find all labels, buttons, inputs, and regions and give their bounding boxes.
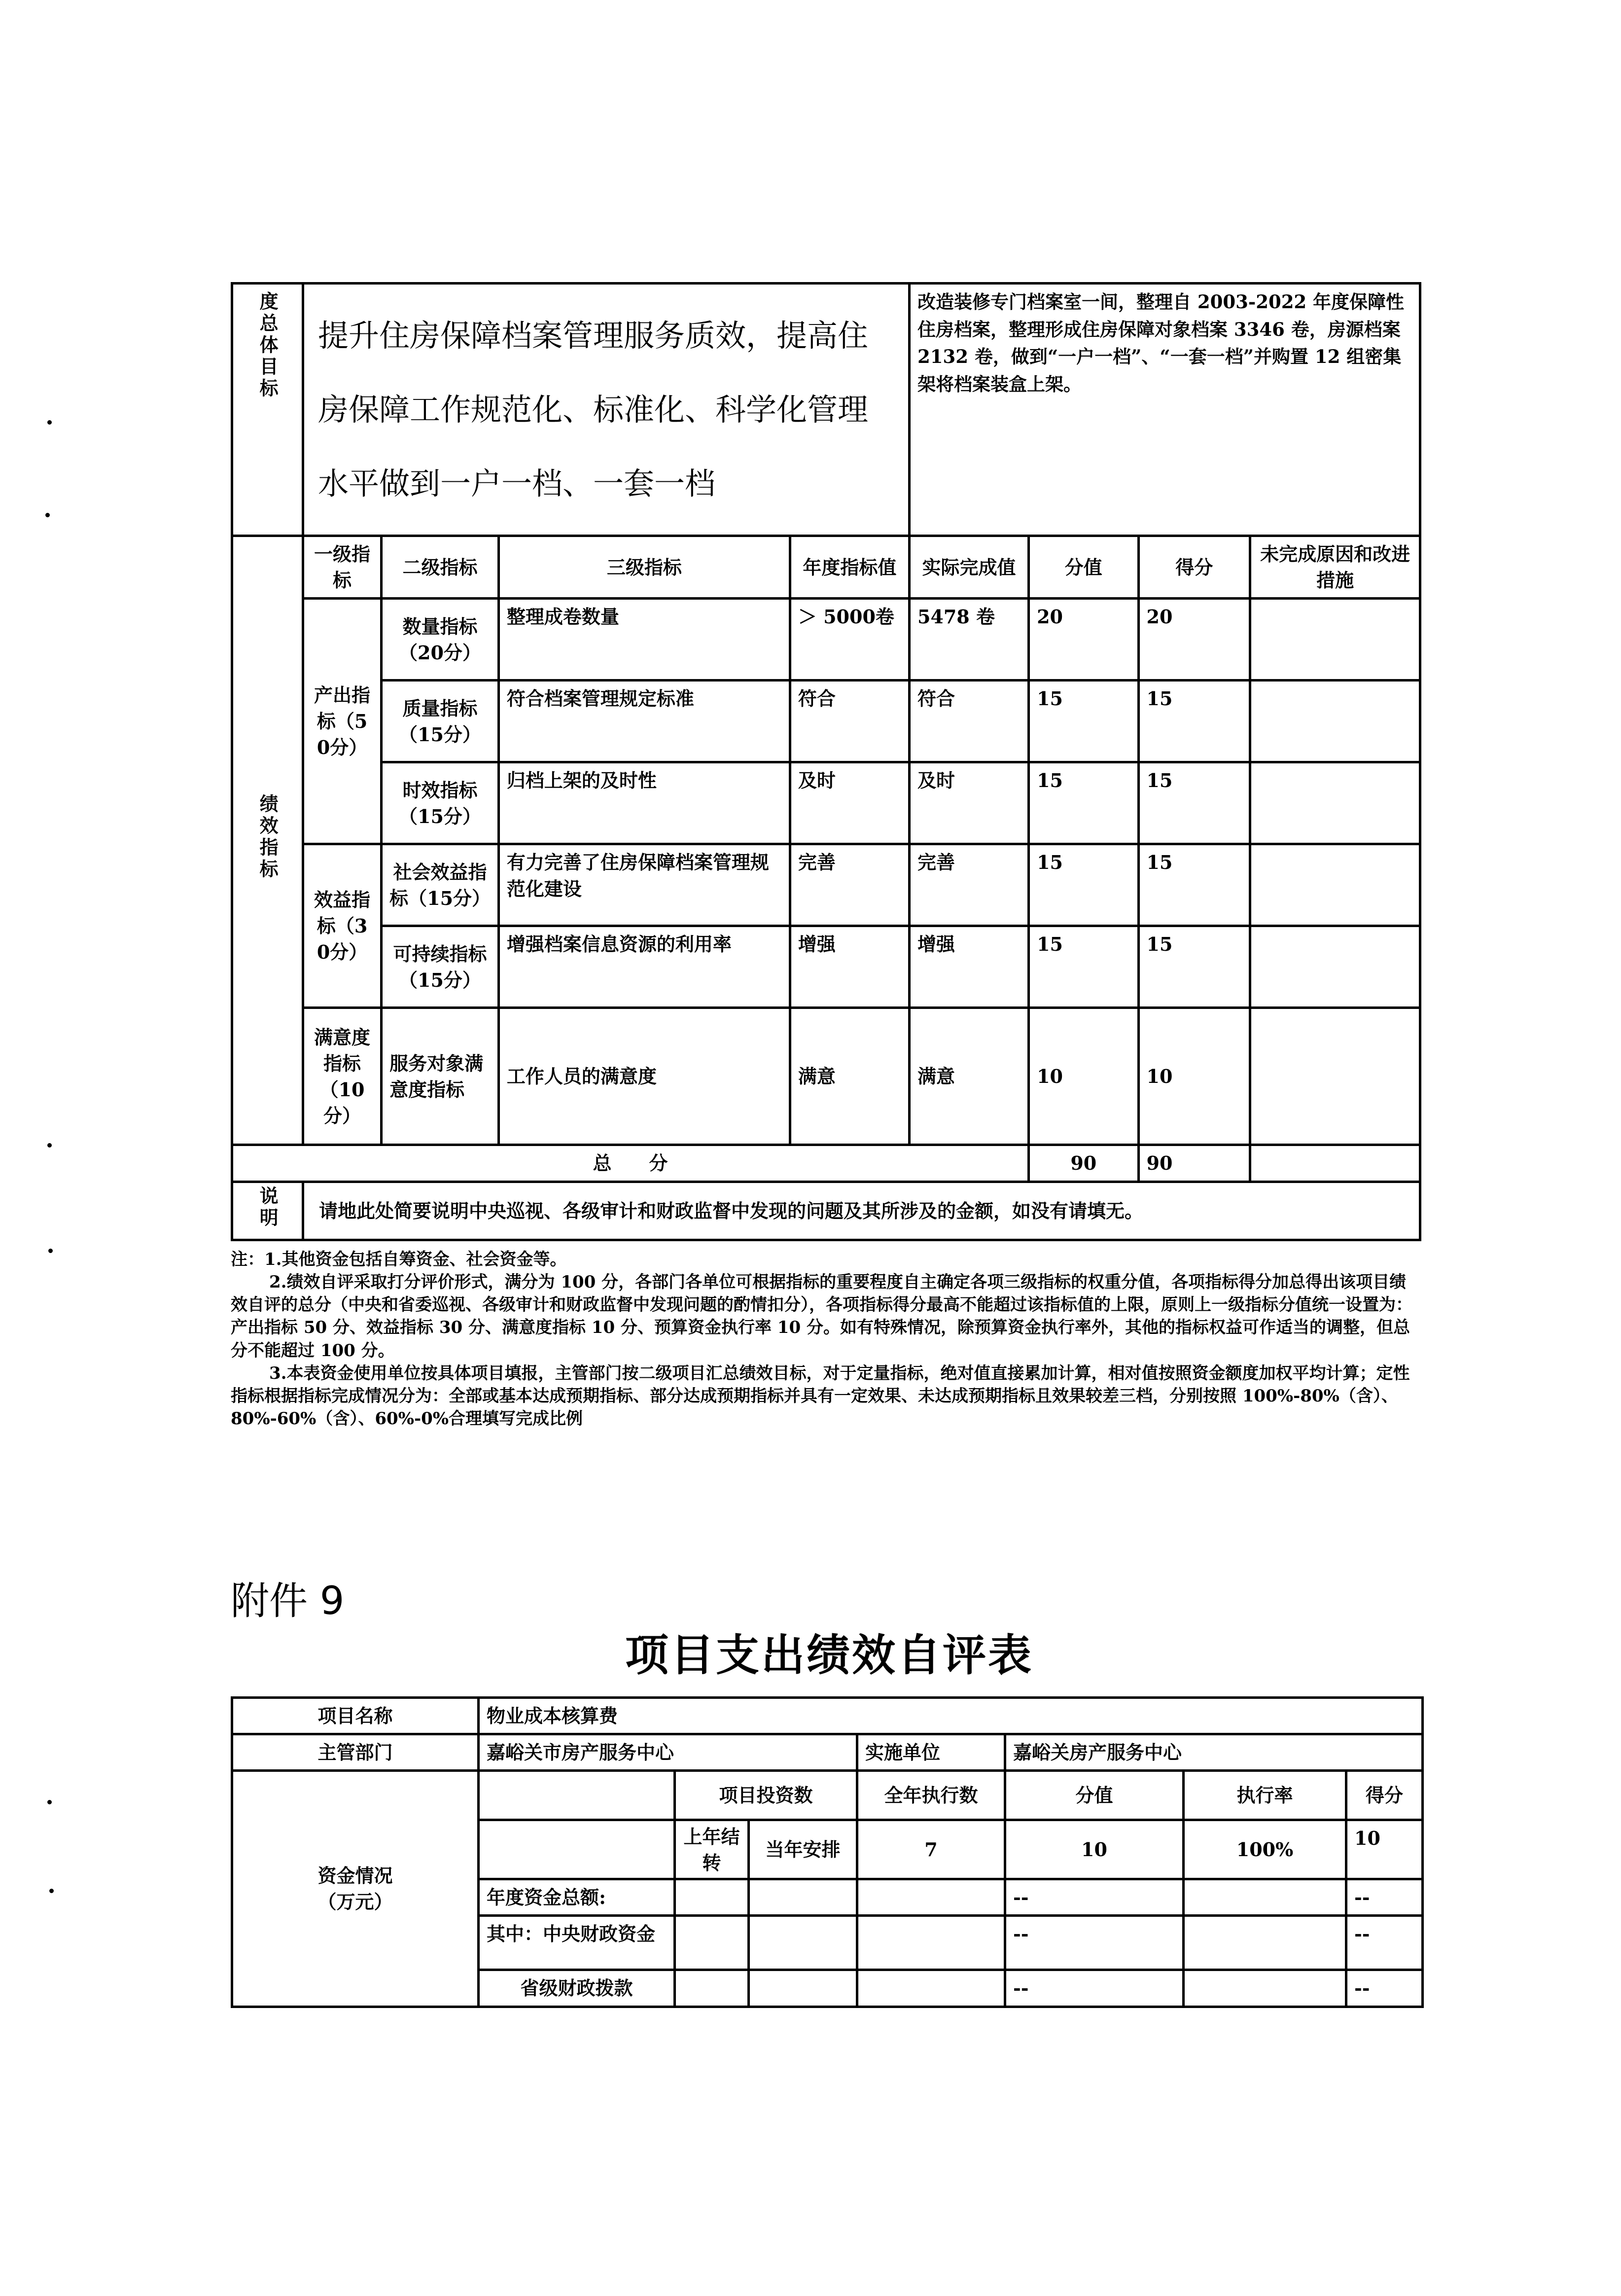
score: 15 <box>1138 844 1250 926</box>
document-page <box>231 0 1421 2008</box>
weight: 20 <box>1029 599 1138 681</box>
score: 15 <box>1138 926 1250 1008</box>
performance-table <box>231 282 1421 1241</box>
total-weight: 90 <box>1029 1145 1138 1182</box>
rate-value: 100% <box>1184 1820 1346 1879</box>
empty-cell <box>675 1970 749 2007</box>
header-level2: 二级指标 <box>382 536 499 599</box>
remark-row <box>232 1182 1420 1240</box>
reason <box>1250 926 1420 1008</box>
score: 20 <box>1138 599 1250 681</box>
reason <box>1250 844 1420 926</box>
actual: 满意 <box>909 1008 1028 1145</box>
table-row <box>232 926 1420 1008</box>
impl: 嘉峪关房产服务中心 <box>1005 1734 1423 1771</box>
table-row <box>232 681 1420 762</box>
fund-score: -- <box>1346 1879 1423 1916</box>
scan-mark <box>49 1889 54 1893</box>
weight-value: 10 <box>1005 1820 1184 1879</box>
blank-cell <box>479 1820 675 1879</box>
score-value: 10 <box>1346 1820 1423 1879</box>
expense-self-eval-table <box>231 1696 1424 2008</box>
project-name: 物业成本核算费 <box>479 1697 1423 1734</box>
target: 及时 <box>790 762 909 844</box>
funds-label: 资金情况（万元） <box>232 1771 479 2007</box>
fund-label: 年度资金总额: <box>479 1879 675 1916</box>
level1-output: 产出指标（50分） <box>303 599 381 844</box>
actual: 增强 <box>909 926 1028 1008</box>
target: 符合 <box>790 681 909 762</box>
target: 完善 <box>790 844 909 926</box>
target: 满意 <box>790 1008 909 1145</box>
total-reason <box>1250 1145 1420 1182</box>
reason <box>1250 681 1420 762</box>
empty-cell <box>749 1916 857 1970</box>
empty-cell <box>749 1879 857 1916</box>
level1-benefit: 效益指标（30分） <box>303 844 381 1008</box>
empty-cell <box>675 1916 749 1970</box>
scan-mark <box>45 513 50 517</box>
reason <box>1250 762 1420 844</box>
actual: 5478 卷 <box>909 599 1028 681</box>
header-score: 得分 <box>1138 536 1250 599</box>
header-level1: 一级指标 <box>303 536 381 599</box>
attachment-label: 附件 9 <box>231 1578 345 1623</box>
level2: 质量指标（15分） <box>382 681 499 762</box>
note-2: 2.绩效自评采取打分评价形式，满分为 100 分，各部门各单位可根据指标的重要程度自主确定各项三级指标的权重分值，各项指标得分加总得出该项目绩效自评的总分（中央和省委巡视、各级审计和财政监督中发现问题的酌情扣分），各项指标得分最高不能超过该指标值的上限，原则上一级指标分值统一设置为：产出指标 50 分、效益指标 30 分、满意度指标 10 分、预算资金执行率 10 分。如有特殊情况，除预算资金执行率外，其他的指标权益可作适当的调整，但总分不能超过 100 分。 <box>231 1272 1412 1361</box>
col-weight: 分值 <box>1005 1771 1184 1820</box>
weight: 15 <box>1029 762 1138 844</box>
col-invest: 项目投资数 <box>675 1771 857 1820</box>
score: 15 <box>1138 762 1250 844</box>
target: 增强 <box>790 926 909 1008</box>
remark-text: 请地此处简要说明中央巡视、各级审计和财政监督中发现的问题及其所涉及的金额，如没有请填无。 <box>303 1182 1420 1240</box>
fund-weight: -- <box>1005 1970 1184 2007</box>
form-title: 项目支出绩效自评表 <box>625 1630 1034 1681</box>
reason <box>1250 1008 1420 1145</box>
table-row <box>232 599 1420 681</box>
empty-cell <box>857 1879 1005 1916</box>
exec-value: 7 <box>857 1820 1005 1879</box>
blank-cell <box>479 1771 675 1820</box>
table-row <box>232 844 1420 926</box>
section-label-cell <box>232 536 303 1145</box>
level3: 工作人员的满意度 <box>498 1008 790 1145</box>
reason <box>1250 599 1420 681</box>
level3: 有力完善了住房保障档案管理规范化建设 <box>498 844 790 926</box>
dept-label: 主管部门 <box>232 1734 479 1771</box>
table-row <box>232 762 1420 844</box>
goal-label-cell <box>232 284 303 536</box>
fund-label: 其中：中央财政资金 <box>479 1916 675 1970</box>
weight: 15 <box>1029 681 1138 762</box>
col-score: 得分 <box>1346 1771 1423 1820</box>
remark-label-cell <box>232 1182 303 1240</box>
notes <box>231 1248 1421 1431</box>
fund-label: 省级财政拨款 <box>479 1970 675 2007</box>
fund-score: -- <box>1346 1970 1423 2007</box>
dept: 嘉峪关市房产服务中心 <box>479 1734 857 1771</box>
empty-cell <box>1184 1916 1346 1970</box>
col-rate: 执行率 <box>1184 1771 1346 1820</box>
weight: 15 <box>1029 844 1138 926</box>
fund-weight: -- <box>1005 1916 1184 1970</box>
fund-weight: -- <box>1005 1879 1184 1916</box>
header-actual: 实际完成值 <box>909 536 1028 599</box>
scan-mark <box>47 420 52 425</box>
goal-text: 提升住房保障档案管理服务质效，提高住房保障工作规范化、标准化、科学化管理水平做到一户一档、一套一档 <box>303 284 909 536</box>
level3: 归档上架的及时性 <box>498 762 790 844</box>
level2: 社会效益指标（15分） <box>382 844 499 926</box>
empty-cell <box>857 1916 1005 1970</box>
scan-mark <box>48 1249 53 1253</box>
level3: 整理成卷数量 <box>498 599 790 681</box>
actual: 完善 <box>909 844 1028 926</box>
goal-completion: 改造装修专门档案室一间，整理自 2003-2022 年度保障性住房档案，整理形成住房保障对象档案 3346 卷，房源档案 2132 卷，做到“一户一档”、“一套一档”并购置 12 组密集架将档案装盒上架。 <box>909 284 1420 536</box>
weight: 15 <box>1029 926 1138 1008</box>
col-prev: 上年结转 <box>675 1820 749 1879</box>
total-row <box>232 1145 1420 1182</box>
fund-score: -- <box>1346 1916 1423 1970</box>
empty-cell <box>857 1970 1005 2007</box>
level3: 增强档案信息资源的利用率 <box>498 926 790 1008</box>
empty-cell <box>1184 1970 1346 2007</box>
impl-label: 实施单位 <box>857 1734 1005 1771</box>
actual: 及时 <box>909 762 1028 844</box>
score: 10 <box>1138 1008 1250 1145</box>
col-curr: 当年安排 <box>749 1820 857 1879</box>
target: ＞ 5000卷 <box>790 599 909 681</box>
level2: 可持续指标（15分） <box>382 926 499 1008</box>
level2: 时效指标（15分） <box>382 762 499 844</box>
goal-label: 度总体目标 <box>256 291 279 400</box>
header-level3: 三级指标 <box>498 536 790 599</box>
weight: 10 <box>1029 1008 1138 1145</box>
empty-cell <box>749 1970 857 2007</box>
score: 15 <box>1138 681 1250 762</box>
table-row <box>232 1008 1420 1145</box>
empty-cell <box>675 1879 749 1916</box>
remark-label: 说明 <box>256 1185 279 1229</box>
project-name-label: 项目名称 <box>232 1697 479 1734</box>
actual: 符合 <box>909 681 1028 762</box>
total-label: 总 分 <box>232 1145 1029 1182</box>
header-weight: 分值 <box>1029 536 1138 599</box>
header-reason: 未完成原因和改进措施 <box>1250 536 1420 599</box>
col-exec: 全年执行数 <box>857 1771 1005 1820</box>
level3: 符合档案管理规定标准 <box>498 681 790 762</box>
scan-mark <box>47 1800 52 1804</box>
total-score: 90 <box>1138 1145 1250 1182</box>
level2: 服务对象满意度指标 <box>382 1008 499 1145</box>
note-3: 3.本表资金使用单位按具体项目填报，主管部门按二级项目汇总绩效目标，对于定量指标，绝对值直接累加计算，相对值按照资金额度加权平均计算；定性指标根据指标完成情况分为：全部或基本达成预期指标、部分达成预期指标并具有一定效果、未达成预期指标且效果较差三档，分别按照 100%-80%（含）、80%-60%（含）、60%-0%合理填写完成比例 <box>231 1363 1410 1429</box>
level1-satisfaction: 满意度指标（10分） <box>303 1008 381 1145</box>
empty-cell <box>1184 1879 1346 1916</box>
section-label: 绩效指标 <box>256 793 279 881</box>
header-target: 年度指标值 <box>790 536 909 599</box>
scan-mark <box>47 1143 52 1148</box>
note-1: 注：1.其他资金包括自筹资金、社会资金等。 <box>231 1249 567 1269</box>
level2: 数量指标（20分） <box>382 599 499 681</box>
